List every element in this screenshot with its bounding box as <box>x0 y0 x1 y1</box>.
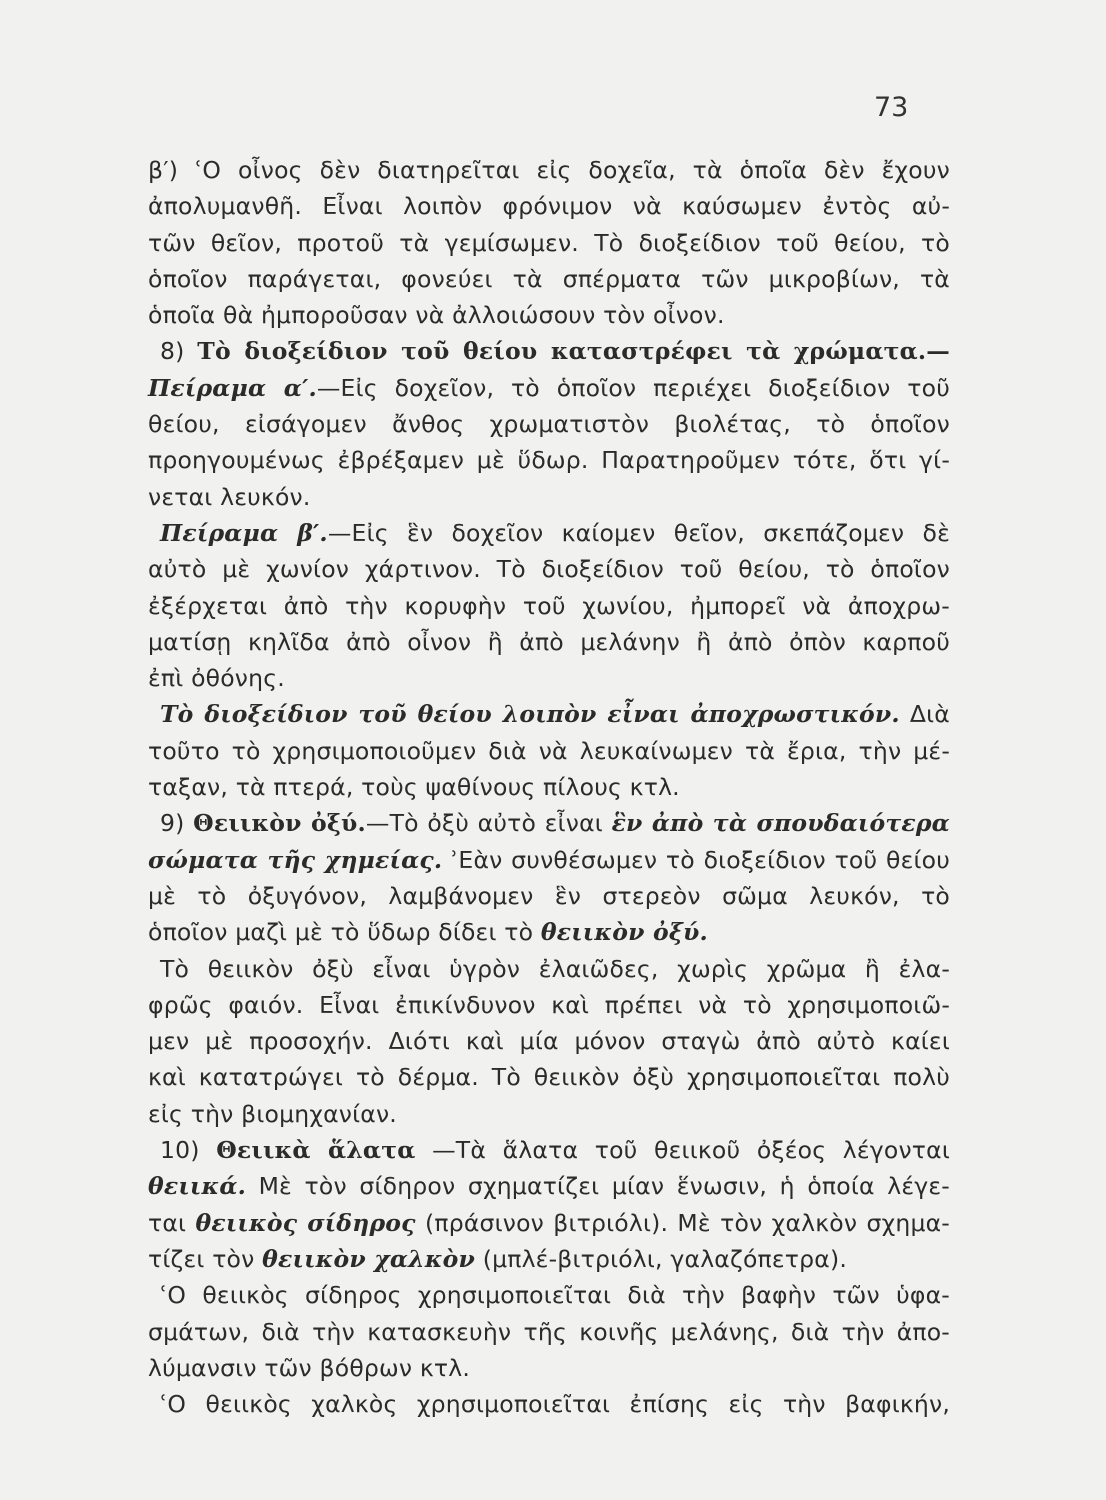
text-segment: 10) <box>160 1136 217 1165</box>
text-segment: φρῶς φαιόν. Εἶναι ἐπικίνδυνον καὶ πρέπει νὰ τὸ χρησιμοποιῶ- <box>148 990 950 1019</box>
text-segment: τοῦτο τὸ χρησιμοποιοῦμεν διὰ νὰ λευκαίνωμεν τὰ ἔρια, τὴν μέ- <box>148 736 950 765</box>
emphasis-text: Πείραμα α′. <box>148 373 317 402</box>
text-line <box>148 479 950 515</box>
emphasis-text: ἓν ἀπὸ τὰ σπουδαιότερα <box>611 809 950 838</box>
section-heading: Θειικὸν ὀξύ. <box>193 809 366 838</box>
text-segment: Μὲ τὸν σίδηρον σχηματίζει μίαν ἕνωσιν, ἡ ὁποία λέγε- <box>245 1172 950 1201</box>
page-number: 73 <box>874 92 909 123</box>
text-segment: ʾΕὰν συνθέσωμεν τὸ διοξείδιον τοῦ θείου <box>442 845 950 874</box>
text-line <box>148 733 950 769</box>
text-line <box>148 1350 950 1386</box>
text-segment: ταξαν, τὰ πτερά, τοὺς ψαθίνους πίλους κτλ. <box>148 773 680 802</box>
text-segment: Διὰ <box>899 700 951 729</box>
text-segment: ται <box>148 1208 196 1237</box>
text-segment: μὲ τὸ ὀξυγόνον, λαμβάνομεν ἓν στερεὸν σῶμα λευκόν, τὸ <box>148 881 950 910</box>
section-heading: Θειικὰ ἅλατα <box>216 1136 416 1165</box>
text-line <box>148 1241 950 1277</box>
text-segment: ὁποῖον μαζὶ μὲ τὸ ὕδωρ δίδει τὸ <box>148 918 541 947</box>
text-line <box>148 225 950 261</box>
text-segment: μεν μὲ προσοχήν. Διότι καὶ μία μόνον σταγὼ ἀπὸ αὐτὸ καίει <box>148 1027 950 1056</box>
text-segment: ἐξέρχεται ἀπὸ τὴν κορυφὴν τοῦ χωνίου, ἠμπορεῖ νὰ ἀποχρω- <box>148 591 950 620</box>
text-line <box>148 842 950 878</box>
text-line <box>148 1096 950 1132</box>
text-segment: προηγουμένως ἐβρέξαμεν μὲ ὕδωρ. Παρατηροῦμεν τότε, ὅτι γί- <box>148 446 950 475</box>
text-segment: β′) ʿΟ οἶνος δὲν διατηρεῖται εἰς δοχεῖα, τὰ ὁποῖα δὲν ἔχουν <box>148 156 950 184</box>
text-line <box>160 1277 950 1313</box>
text-line <box>148 152 950 188</box>
text-line <box>148 588 950 624</box>
text-line <box>160 515 950 551</box>
text-line <box>148 406 950 442</box>
text-segment: ἀπολυμανθῆ. Εἶναι λοιπὸν φρόνιμον νὰ καύσωμεν ἐντὸς αὐ- <box>148 192 950 221</box>
text-line <box>148 987 950 1023</box>
text-segment: ἐπὶ ὀθόνης. <box>148 664 285 693</box>
text-line <box>148 914 950 950</box>
text-line <box>148 624 950 660</box>
text-segment: καὶ κατατρώγει τὸ δέρμα. Τὸ θειικὸν ὀξὺ χρησιμοποιεῖται πολὺ <box>148 1063 950 1092</box>
text-segment: λύμανσιν τῶν βόθρων κτλ. <box>148 1353 471 1382</box>
text-line <box>160 1132 950 1168</box>
text-line <box>160 805 950 841</box>
text-line <box>148 1314 950 1350</box>
text-line <box>148 878 950 914</box>
text-segment: —Τὰ ἅλατα τοῦ θειικοῦ ὀξέος λέγονται <box>415 1136 951 1165</box>
text-line <box>148 442 950 478</box>
emphasis-text: θειικά. <box>148 1172 246 1201</box>
text-segment: Τὸ θειικὸν ὀξὺ εἶναι ὑγρὸν ἐλαιῶδες, χωρὶς χρῶμα ἢ ἐλα- <box>160 954 950 983</box>
text-line <box>148 370 950 406</box>
text-line <box>148 769 950 805</box>
body-text <box>148 152 951 1422</box>
emphasis-text: Τὸ διοξείδιον τοῦ θείου λοιπὸν εἶναι ἀποχρωστικόν. <box>160 700 900 729</box>
text-segment: —Εἰς δοχεῖον, τὸ ὁποῖον περιέχει διοξείδιον τοῦ <box>316 373 951 402</box>
text-segment: 8) <box>160 337 198 366</box>
emphasis-text: Πείραμα β′. <box>160 518 328 547</box>
text-segment: ὁποῖον παράγεται, φονεύει τὰ σπέρματα τῶν μικροβίων, τὰ <box>148 264 950 293</box>
text-line <box>148 261 950 297</box>
text-segment: (πράσινον βιτριόλι). Μὲ τὸν χαλκὸν σχημα- <box>415 1208 950 1237</box>
text-line <box>160 951 950 987</box>
text-segment: ʿΟ θειικὸς χαλκὸς χρησιμοποιεῖται ἐπίσης εἰς τὴν βαφικήν, <box>160 1390 950 1419</box>
text-segment: σμάτων, διὰ τὴν κατασκευὴν τῆς κοινῆς μελάνης, διὰ τὴν ἀπο- <box>148 1317 950 1346</box>
text-segment: τῶν θεῖον, προτοῦ τὰ γεμίσωμεν. Τὸ διοξείδιον τοῦ θείου, τὸ <box>148 228 950 257</box>
text-segment: (μπλέ-βιτριόλι, γαλαζόπετρα). <box>475 1244 848 1273</box>
emphasis-text: θειικὸν ὀξύ. <box>540 918 708 947</box>
text-line <box>148 1023 950 1059</box>
text-line <box>148 297 950 333</box>
emphasis-text: σώματα τῆς χημείας. <box>148 845 443 874</box>
text-line <box>148 551 950 587</box>
text-segment: ʿΟ θειικὸς σίδηρος χρησιμοποιεῖται διὰ τὴν βαφὴν τῶν ὑφα- <box>160 1281 950 1310</box>
text-line <box>160 696 950 732</box>
text-line <box>148 188 950 224</box>
text-segment: θείου, εἰσάγομεν ἄνθος χρωματιστὸν βιολέτας, τὸ ὁποῖον <box>148 410 950 439</box>
emphasis-text: θειικὸν χαλκὸν <box>262 1244 476 1273</box>
text-line <box>160 333 950 369</box>
text-segment: εἰς τὴν βιομηχανίαν. <box>148 1099 397 1128</box>
text-line <box>160 1386 950 1422</box>
text-line <box>148 1059 950 1095</box>
text-segment: —Εἰς ἓν δοχεῖον καίομεν θεῖον, σκεπάζομεν δὲ <box>327 518 950 547</box>
emphasis-text: θειικὸς σίδηρος <box>195 1208 416 1237</box>
text-segment: 9) <box>160 809 194 838</box>
text-segment: τίζει τὸν <box>148 1244 263 1273</box>
text-line <box>148 1205 950 1241</box>
section-heading: Τὸ διοξείδιον τοῦ θείου καταστρέφει τὰ χρώματα.— <box>197 337 950 366</box>
text-segment: αὐτὸ μὲ χωνίον χάρτινον. Τὸ διοξείδιον τοῦ θείου, τὸ ὁποῖον <box>148 555 950 584</box>
text-line <box>148 660 950 696</box>
text-segment: νεται λευκόν. <box>148 482 311 511</box>
text-segment: ματίσῃ κηλῖδα ἀπὸ οἶνον ἢ ἀπὸ μελάνην ἢ ἀπὸ ὀπὸν καρποῦ <box>148 627 950 656</box>
text-line <box>148 1168 950 1204</box>
text-segment: ὁποῖα θὰ ἠμποροῦσαν νὰ ἀλλοιώσουν τὸν οἶνον. <box>148 301 725 330</box>
text-segment: —Τὸ ὀξὺ αὐτὸ εἶναι <box>365 809 612 838</box>
